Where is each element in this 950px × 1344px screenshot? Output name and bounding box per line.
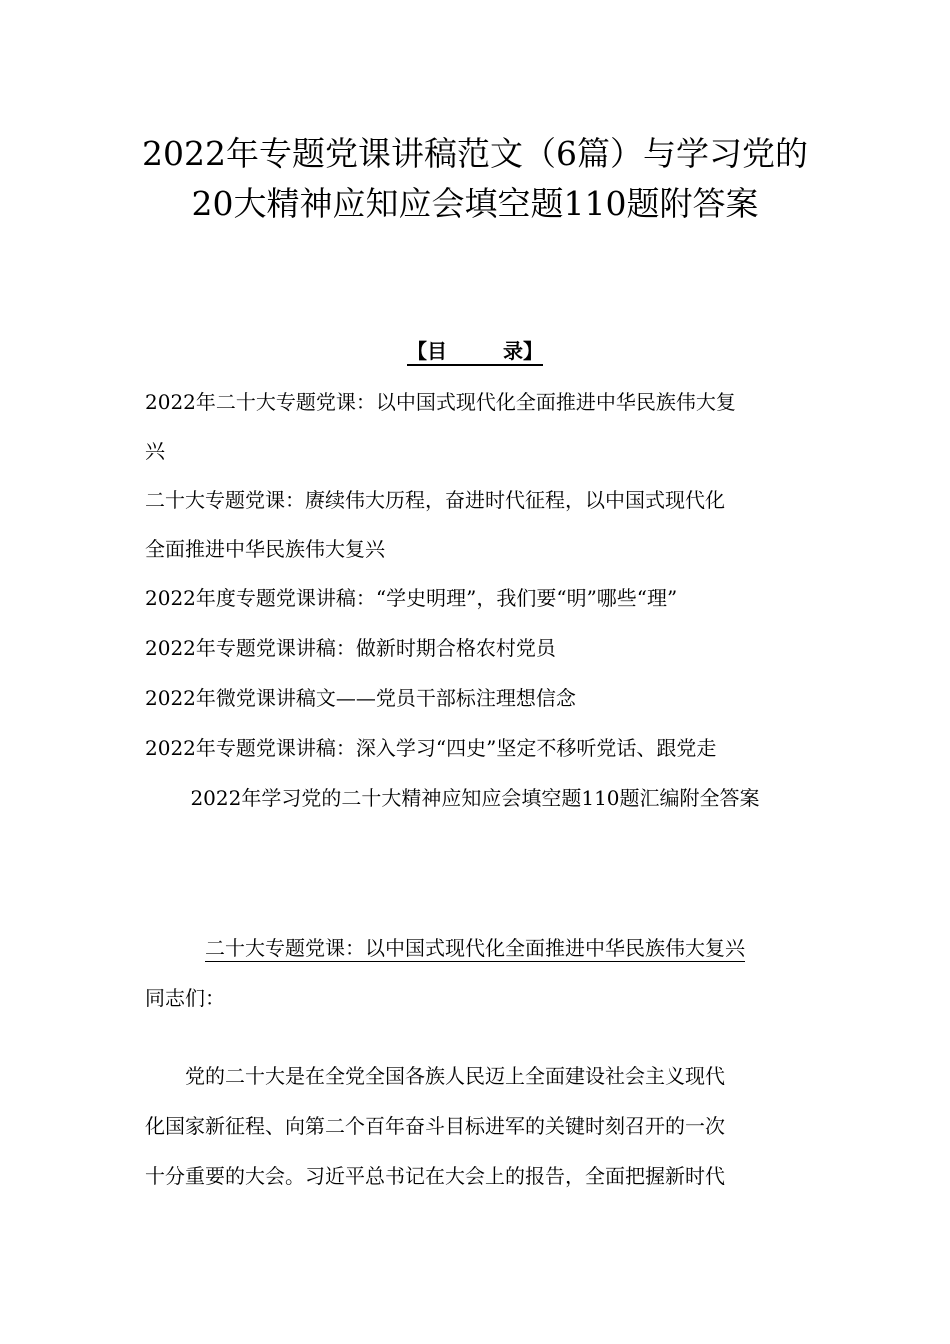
toc-item: 二十大专题党课：赓续伟大历程，奋进时代征程，以中国式现代化: [145, 488, 725, 512]
document-title-line-1: 2022年专题党课讲稿范文（6篇）与学习党的: [142, 134, 808, 173]
toc-heading: [0, 335, 950, 367]
toc-item: 2022年专题党课讲稿：做新时期合格农村党员: [145, 636, 556, 660]
toc-item: 2022年二十大专题党课：以中国式现代化全面推进中华民族伟大复: [145, 390, 736, 414]
body-paragraph-line: 十分重要的大会。习近平总书记在大会上的报告，全面把握新时代: [145, 1164, 725, 1188]
body-paragraph-line: 党的二十大是在全党全国各族人民迈上全面建设社会主义现代: [185, 1064, 725, 1088]
document-title-line-2: 20大精神应知应会填空题110题附答案: [191, 184, 759, 223]
toc-item-continuation: 兴: [145, 439, 165, 463]
body-paragraph-line: 化国家新征程、向第二个百年奋斗目标进军的关键时刻召开的一次: [145, 1114, 725, 1138]
section-title-text: 二十大专题党课：以中国式现代化全面推进中华民族伟大复兴: [205, 936, 745, 960]
toc-item: 2022年学习党的二十大精神应知应会填空题110题汇编附全答案: [190, 786, 760, 810]
section-title: [0, 932, 950, 964]
toc-heading-left: 【目: [407, 339, 447, 366]
toc-item: 2022年度专题党课讲稿：“学史明理”，我们要“明”哪些“理”: [145, 586, 678, 610]
toc-item-continuation: 全面推进中华民族伟大复兴: [145, 537, 385, 561]
toc-heading-right: 录】: [503, 339, 543, 366]
salutation: 同志们：: [145, 986, 225, 1010]
toc-item: 2022年专题党课讲稿：深入学习“四史”坚定不移听党话、跟党走: [145, 736, 717, 760]
toc-item: 2022年微党课讲稿文——党员干部标注理想信念: [145, 686, 576, 710]
